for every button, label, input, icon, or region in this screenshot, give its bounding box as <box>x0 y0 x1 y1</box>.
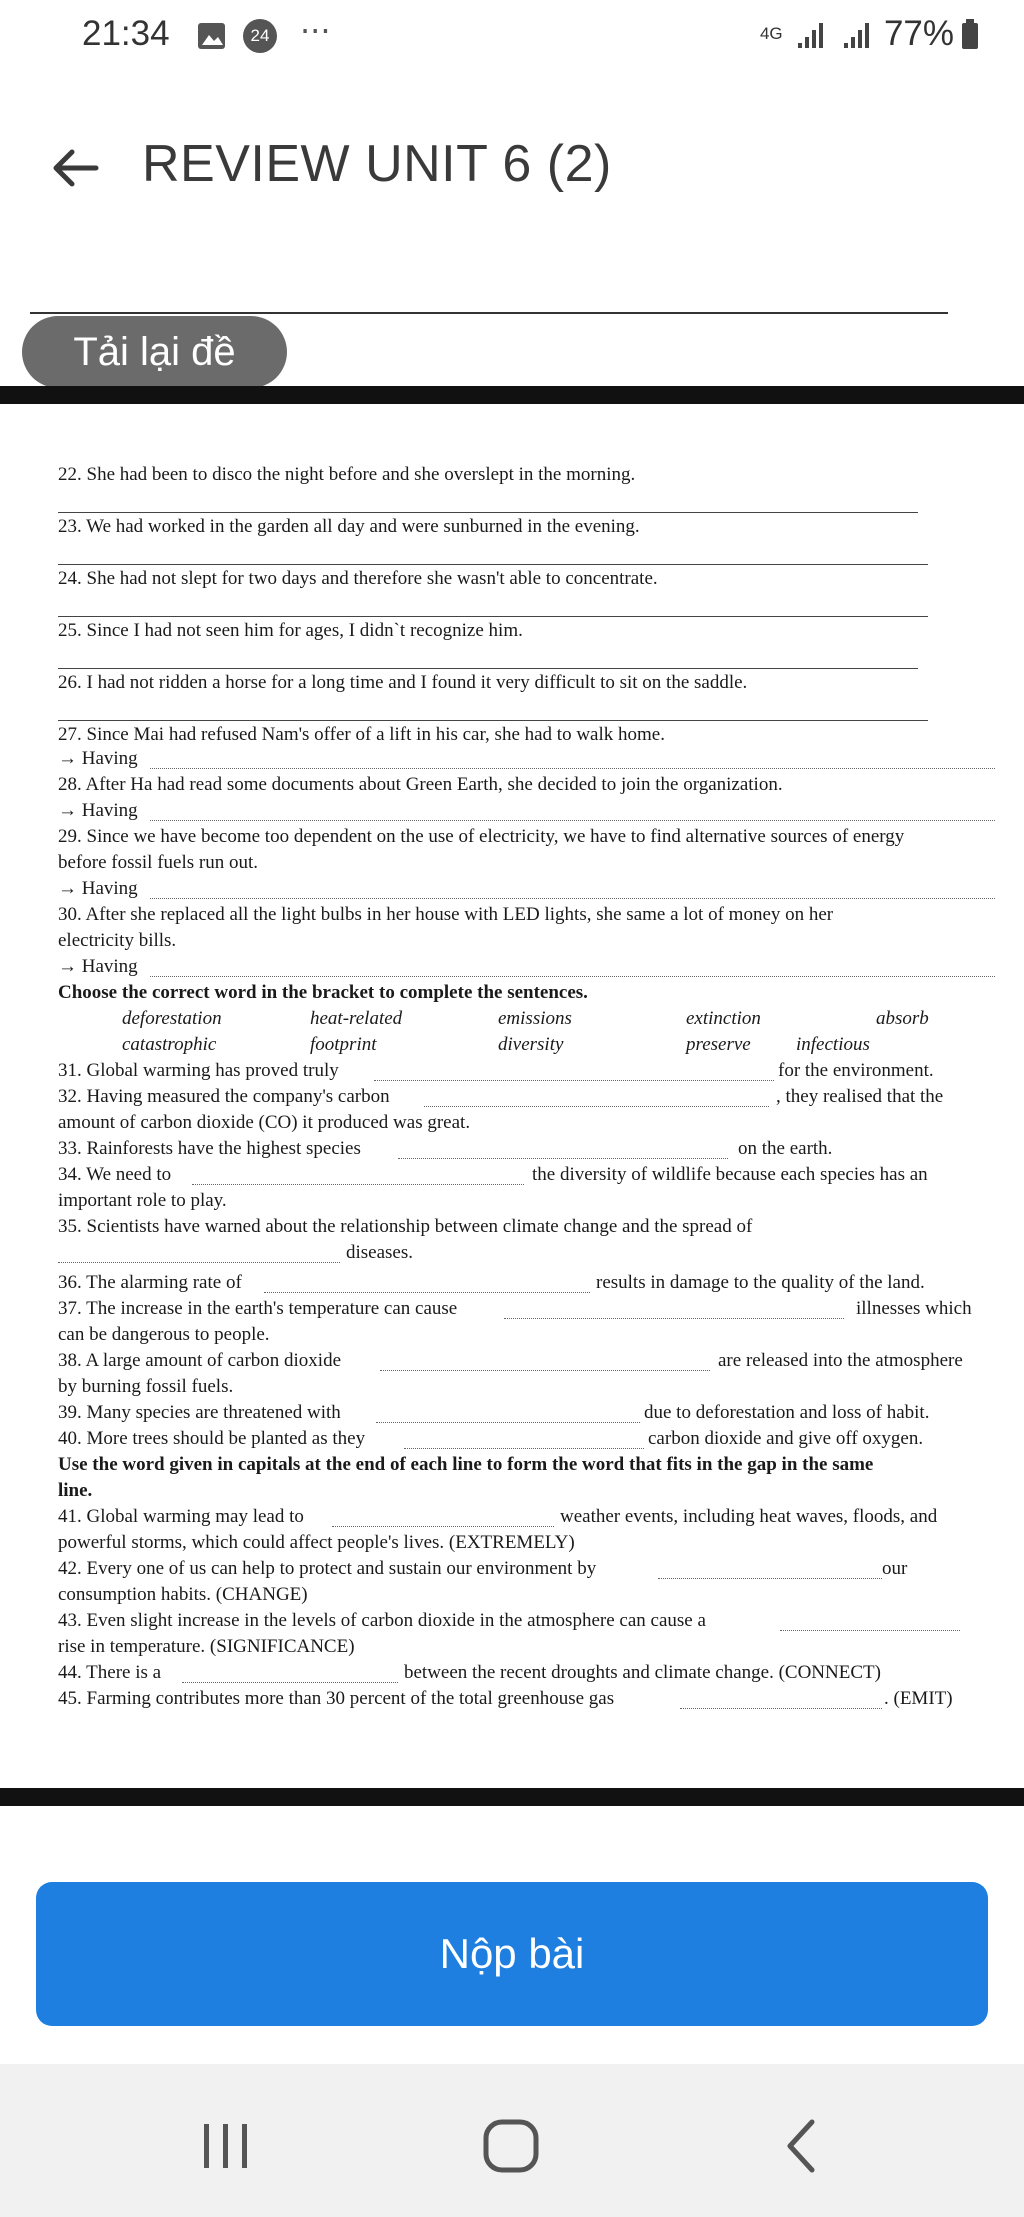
notification-badge: 24 <box>243 19 277 53</box>
answer-line[interactable] <box>374 1080 774 1081</box>
question-39: 39. Many species are threatened with <box>58 1402 341 1423</box>
answer-line[interactable] <box>182 1682 398 1683</box>
word-bank-item: infectious <box>796 1034 870 1055</box>
answer-line[interactable] <box>376 1422 640 1423</box>
answer-line[interactable] <box>192 1184 524 1185</box>
question-42-end: our <box>882 1558 908 1579</box>
question-28: 28. After Ha had read some documents about Green Earth, she decided to join the organization. <box>58 774 783 795</box>
having-prompt: → Having <box>58 748 138 769</box>
answer-line[interactable] <box>58 720 928 721</box>
question-23: 23. We had worked in the garden all day and were sunburned in the evening. <box>58 516 640 537</box>
answer-line[interactable] <box>404 1448 644 1449</box>
question-31: 31. Global warming has proved truly <box>58 1060 339 1081</box>
status-right <box>760 14 980 54</box>
question-35: 35. Scientists have warned about the relationship between climate change and the spread of <box>58 1216 753 1237</box>
question-27: 27. Since Mai had refused Nam's offer of a lift in his car, she had to walk home. <box>58 724 665 745</box>
submit-button[interactable]: Nộp bài <box>36 1882 988 2026</box>
word-bank-item: heat-related <box>310 1008 403 1029</box>
answer-line[interactable] <box>332 1526 554 1527</box>
question-36-end: results in damage to the quality of the land. <box>596 1272 925 1293</box>
question-38-cont: by burning fossil fuels. <box>58 1376 234 1397</box>
question-36: 36. The alarming rate of <box>58 1272 242 1293</box>
question-33-end: on the earth. <box>738 1138 833 1159</box>
question-32-end: , they realised that the <box>776 1086 944 1107</box>
status-time: 21:34 <box>82 14 170 53</box>
signal-icon-2 <box>838 19 878 49</box>
question-40-end: carbon dioxide and give off oxygen. <box>648 1428 924 1449</box>
question-35-end: diseases. <box>346 1242 414 1263</box>
answer-line[interactable] <box>680 1708 882 1709</box>
word-bank-item: emissions <box>498 1008 572 1029</box>
home-icon[interactable] <box>480 2116 544 2176</box>
back-arrow-icon[interactable] <box>50 142 102 194</box>
question-26: 26. I had not ridden a horse for a long time and I found it very difficult to sit on the saddle. <box>58 672 748 693</box>
word-bank-item: diversity <box>498 1034 564 1055</box>
question-29-cont: before fossil fuels run out. <box>58 852 258 873</box>
answer-line[interactable] <box>658 1578 882 1579</box>
signal-icon <box>792 19 832 49</box>
having-prompt: → Having <box>58 878 138 899</box>
word-bank-item: extinction <box>686 1008 761 1029</box>
battery-icon <box>960 18 980 50</box>
question-30: 30. After she replaced all the light bulbs in her house with LED lights, she same a lot of money on her <box>58 904 834 925</box>
question-38-end: are released into the atmosphere <box>718 1350 963 1371</box>
recent-apps-icon[interactable] <box>196 2118 256 2174</box>
network-type: 4G <box>759 24 783 43</box>
answer-line[interactable] <box>150 898 995 899</box>
section-heading-3-cont: line. <box>58 1480 93 1501</box>
section-heading-2: Choose the correct word in the bracket to complete the sentences. <box>58 982 588 1003</box>
bottom-band <box>0 1788 1024 1806</box>
divider <box>30 312 948 314</box>
word-bank-item: catastrophic <box>122 1034 217 1055</box>
answer-line[interactable] <box>264 1292 590 1293</box>
question-30-cont: electricity bills. <box>58 930 177 951</box>
back-nav-icon[interactable] <box>776 2116 826 2176</box>
question-22: 22. She had been to disco the night before and she overslept in the morning. <box>58 464 636 485</box>
answer-line[interactable] <box>150 768 995 769</box>
answer-line[interactable] <box>150 820 995 821</box>
word-bank-item: footprint <box>310 1034 377 1055</box>
answer-line[interactable] <box>58 616 928 617</box>
gallery-icon <box>196 20 228 52</box>
battery-percent: 77% <box>883 14 954 53</box>
question-32-cont: amount of carbon dioxide (CO) it produced was great. <box>58 1112 471 1133</box>
word-bank-item: absorb <box>876 1008 929 1029</box>
question-37-end: illnesses which <box>856 1298 972 1319</box>
question-41-end: weather events, including heat waves, floods, and <box>560 1506 938 1527</box>
question-43: 43. Even slight increase in the levels of carbon dioxide in the atmosphere can cause a <box>58 1610 706 1631</box>
question-43-cont: rise in temperature. (SIGNIFICANCE) <box>58 1636 355 1657</box>
answer-line[interactable] <box>380 1370 710 1371</box>
question-44: 44. There is a <box>58 1662 162 1683</box>
question-34: 34. We need to <box>58 1164 172 1185</box>
system-nav-bar <box>0 2064 1024 2217</box>
answer-line[interactable] <box>150 976 995 977</box>
word-bank-item: preserve <box>686 1034 751 1055</box>
app-header <box>0 120 1024 220</box>
question-37: 37. The increase in the earth's temperature can cause <box>58 1298 458 1319</box>
question-24: 24. She had not slept for two days and therefore she wasn't able to concentrate. <box>58 568 658 589</box>
answer-line[interactable] <box>424 1106 769 1107</box>
question-39-end: due to deforestation and loss of habit. <box>644 1402 930 1423</box>
question-34-cont: important role to play. <box>58 1190 227 1211</box>
question-40: 40. More trees should be planted as they <box>58 1428 366 1449</box>
question-33: 33. Rainforests have the highest species <box>58 1138 361 1159</box>
answer-line[interactable] <box>58 1262 340 1263</box>
question-41: 41. Global warming may lead to <box>58 1506 304 1527</box>
top-band <box>0 386 1024 404</box>
answer-line[interactable] <box>58 512 918 513</box>
question-45: 45. Farming contributes more than 30 percent of the total greenhouse gas <box>58 1688 615 1709</box>
answer-line[interactable] <box>58 668 918 669</box>
question-38: 38. A large amount of carbon dioxide <box>58 1350 342 1371</box>
question-31-end: for the environment. <box>778 1060 934 1081</box>
question-44-end: between the recent droughts and climate change. (CONNECT) <box>404 1662 881 1683</box>
question-37-cont: can be dangerous to people. <box>58 1324 270 1345</box>
question-29: 29. Since we have become too dependent on the use of electricity, we have to find alternative sources of energy <box>58 826 905 847</box>
answer-line[interactable] <box>398 1158 728 1159</box>
word-bank-item: deforestation <box>122 1008 222 1029</box>
question-34-end: the diversity of wildlife because each species has an <box>532 1164 928 1185</box>
question-25: 25. Since I had not seen him for ages, I didn`t recognize him. <box>58 620 523 641</box>
having-prompt: → Having <box>58 800 138 821</box>
question-42-cont: consumption habits. (CHANGE) <box>58 1584 308 1605</box>
answer-line[interactable] <box>58 564 928 565</box>
more-notifications-icon: ··· <box>300 12 331 50</box>
status-bar <box>0 0 1024 72</box>
question-32: 32. Having measured the company's carbon <box>58 1086 390 1107</box>
answer-line[interactable] <box>780 1630 960 1631</box>
question-42: 42. Every one of us can help to protect and sustain our environment by <box>58 1558 597 1579</box>
having-prompt: → Having <box>58 956 138 977</box>
question-45-end: . (EMIT) <box>884 1688 953 1709</box>
question-41-cont: powerful storms, which could affect people's lives. (EXTREMELY) <box>58 1532 575 1553</box>
page-title: REVIEW UNIT 6 (2) <box>142 135 612 193</box>
answer-line[interactable] <box>504 1318 844 1319</box>
section-heading-3: Use the word given in capitals at the end of each line to form the word that fits in the gap in the same <box>58 1454 874 1475</box>
reload-button[interactable]: Tải lại đề <box>22 316 287 388</box>
